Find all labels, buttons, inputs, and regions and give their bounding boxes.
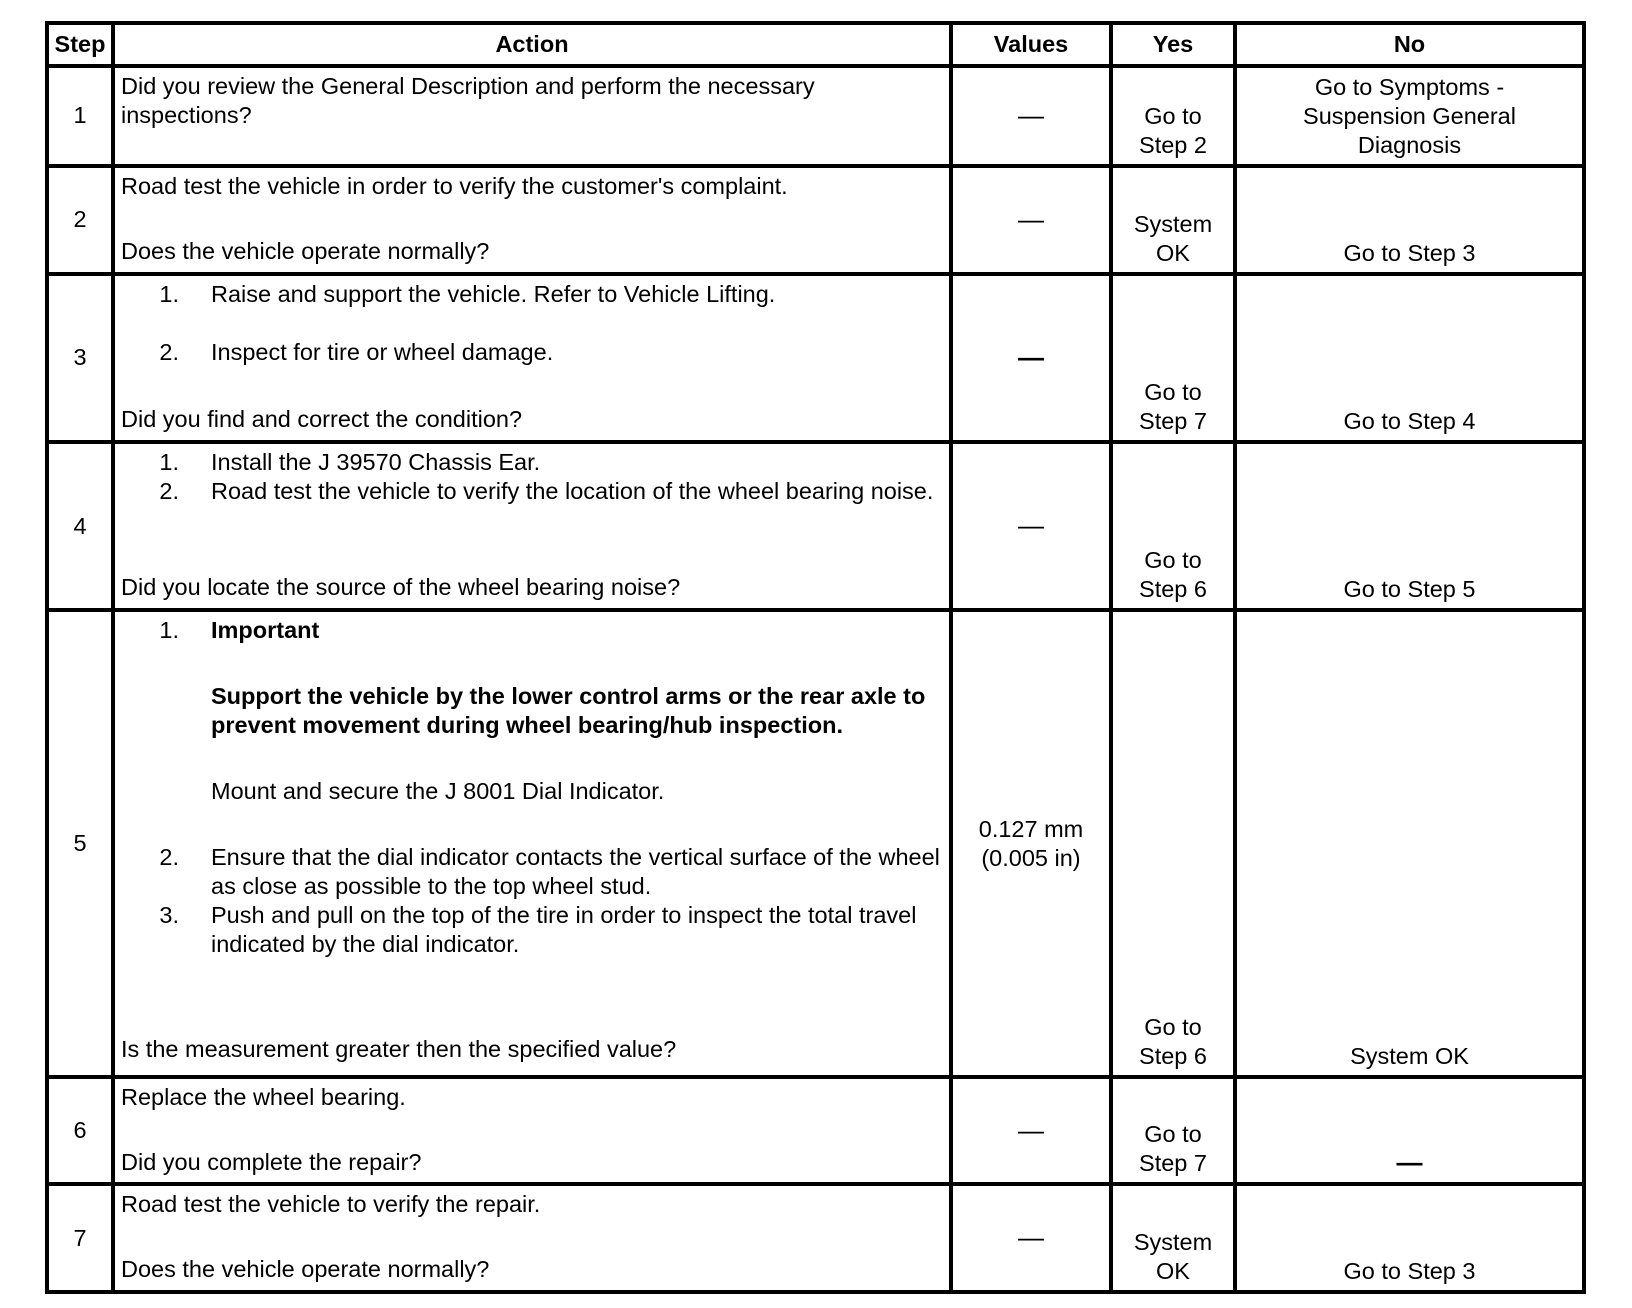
header-step: Step	[47, 23, 113, 66]
action-intro: Road test the vehicle to verify the repair.	[121, 1191, 541, 1218]
step-number: 1	[47, 66, 113, 166]
action-question: Did you locate the source of the wheel bearing noise?	[121, 573, 681, 600]
value-dash: —	[1018, 99, 1044, 130]
yes-cell: Go to Step 6	[1111, 442, 1235, 610]
step-number: 5	[47, 610, 113, 1077]
no-cell: System OK	[1235, 610, 1584, 1077]
value-cell	[951, 442, 1111, 610]
action-intro: Road test the vehicle in order to verify the customer's complaint.	[121, 173, 788, 200]
value-dash: —	[1018, 510, 1044, 541]
value-dash: —	[1018, 1114, 1044, 1145]
table-row-step-4	[47, 442, 1584, 610]
list-item: 1. Important Support the vehicle by the lower control arms or the rear axle to prevent movement during wheel bearing/hub inspection. Mount and secure the J 8001 Dial Indicator.	[121, 616, 943, 806]
step-number: 2	[47, 166, 113, 274]
header-action: Action	[113, 23, 951, 66]
value-dash: —	[1018, 203, 1044, 234]
list-item: 2. Road test the vehicle to verify the location of the wheel bearing noise.	[159, 477, 934, 504]
header-values: Values	[951, 23, 1111, 66]
header-no: No	[1235, 23, 1584, 66]
diagnostic-table	[45, 21, 1586, 1294]
action-list	[121, 616, 943, 959]
table-row-step-2	[47, 166, 1584, 274]
action-cell	[113, 442, 951, 610]
no-cell: Go to Symptoms - Suspension General Diagnosis	[1235, 66, 1584, 166]
action-cell	[113, 66, 951, 166]
important-label: Important	[211, 617, 320, 644]
yes-cell: Go to Step 6	[1111, 610, 1235, 1077]
table-row-step-1	[47, 66, 1584, 166]
step-number: 6	[47, 1077, 113, 1185]
action-list	[121, 448, 943, 506]
list-item: 2. Ensure that the dial indicator contacts the vertical surface of the wheel as close as possible to the top wheel stud.	[159, 844, 940, 900]
header-yes: Yes	[1111, 23, 1235, 66]
value-cell	[951, 274, 1111, 442]
yes-cell: Go to Step 2	[1111, 66, 1235, 166]
no-cell: Go to Step 4	[1235, 274, 1584, 442]
value-dash: —	[1018, 1222, 1044, 1253]
action-question: Is the measurement greater then the specified value?	[121, 1036, 677, 1063]
value-cell	[951, 66, 1111, 166]
yes-cell: Go to Step 7	[1111, 1077, 1235, 1185]
value-imperial: (0.005 in)	[981, 844, 1081, 871]
action-cell	[113, 610, 951, 1077]
table-row-step-7	[47, 1184, 1584, 1292]
action-cell	[113, 1184, 951, 1292]
action-cell	[113, 1077, 951, 1185]
yes-cell: System OK	[1111, 166, 1235, 274]
value-cell	[951, 1077, 1111, 1185]
important-note: Support the vehicle by the lower control arms or the rear axle to prevent movement during wheel bearing/hub inspection.	[211, 683, 926, 739]
list-item: 1. Raise and support the vehicle. Refer to Vehicle Lifting.	[159, 280, 776, 307]
action-question: Does the vehicle operate normally?	[121, 1256, 490, 1283]
yes-cell: Go to Step 7	[1111, 274, 1235, 442]
value-metric: 0.127 mm	[978, 815, 1084, 842]
action-list	[121, 280, 943, 367]
action-question: Did you complete the repair?	[121, 1148, 422, 1175]
value-cell	[951, 1184, 1111, 1292]
table-row-step-6	[47, 1077, 1584, 1185]
action-cell	[113, 166, 951, 274]
no-cell	[1235, 1077, 1584, 1185]
no-cell: Go to Step 3	[1235, 166, 1584, 274]
list-item: 3. Push and pull on the top of the tire in order to inspect the total travel indicated by the dial indicator.	[159, 902, 917, 958]
no-cell: Go to Step 5	[1235, 442, 1584, 610]
value-dash: —	[1396, 1147, 1423, 1178]
table-row-step-5	[47, 610, 1584, 1077]
list-item-text: Mount and secure the J 8001 Dial Indicator.	[211, 778, 665, 805]
action-cell	[113, 274, 951, 442]
action-question: Did you find and correct the condition?	[121, 405, 523, 432]
value-cell	[951, 166, 1111, 274]
list-item: 1. Install the J 39570 Chassis Ear.	[159, 448, 541, 475]
value-dash: —	[1018, 341, 1044, 372]
step-number: 3	[47, 274, 113, 442]
list-item: 2. Inspect for tire or wheel damage.	[159, 338, 554, 365]
step-number: 4	[47, 442, 113, 610]
action-question: Did you review the General Description and perform the necessary inspections?	[121, 72, 815, 128]
header-row	[47, 23, 1584, 66]
value-cell	[951, 610, 1111, 1077]
yes-cell: System OK	[1111, 1184, 1235, 1292]
no-cell: Go to Step 3	[1235, 1184, 1584, 1292]
action-question: Does the vehicle operate normally?	[121, 238, 490, 265]
step-number: 7	[47, 1184, 113, 1292]
action-intro: Replace the wheel bearing.	[121, 1083, 406, 1110]
table-row-step-3	[47, 274, 1584, 442]
